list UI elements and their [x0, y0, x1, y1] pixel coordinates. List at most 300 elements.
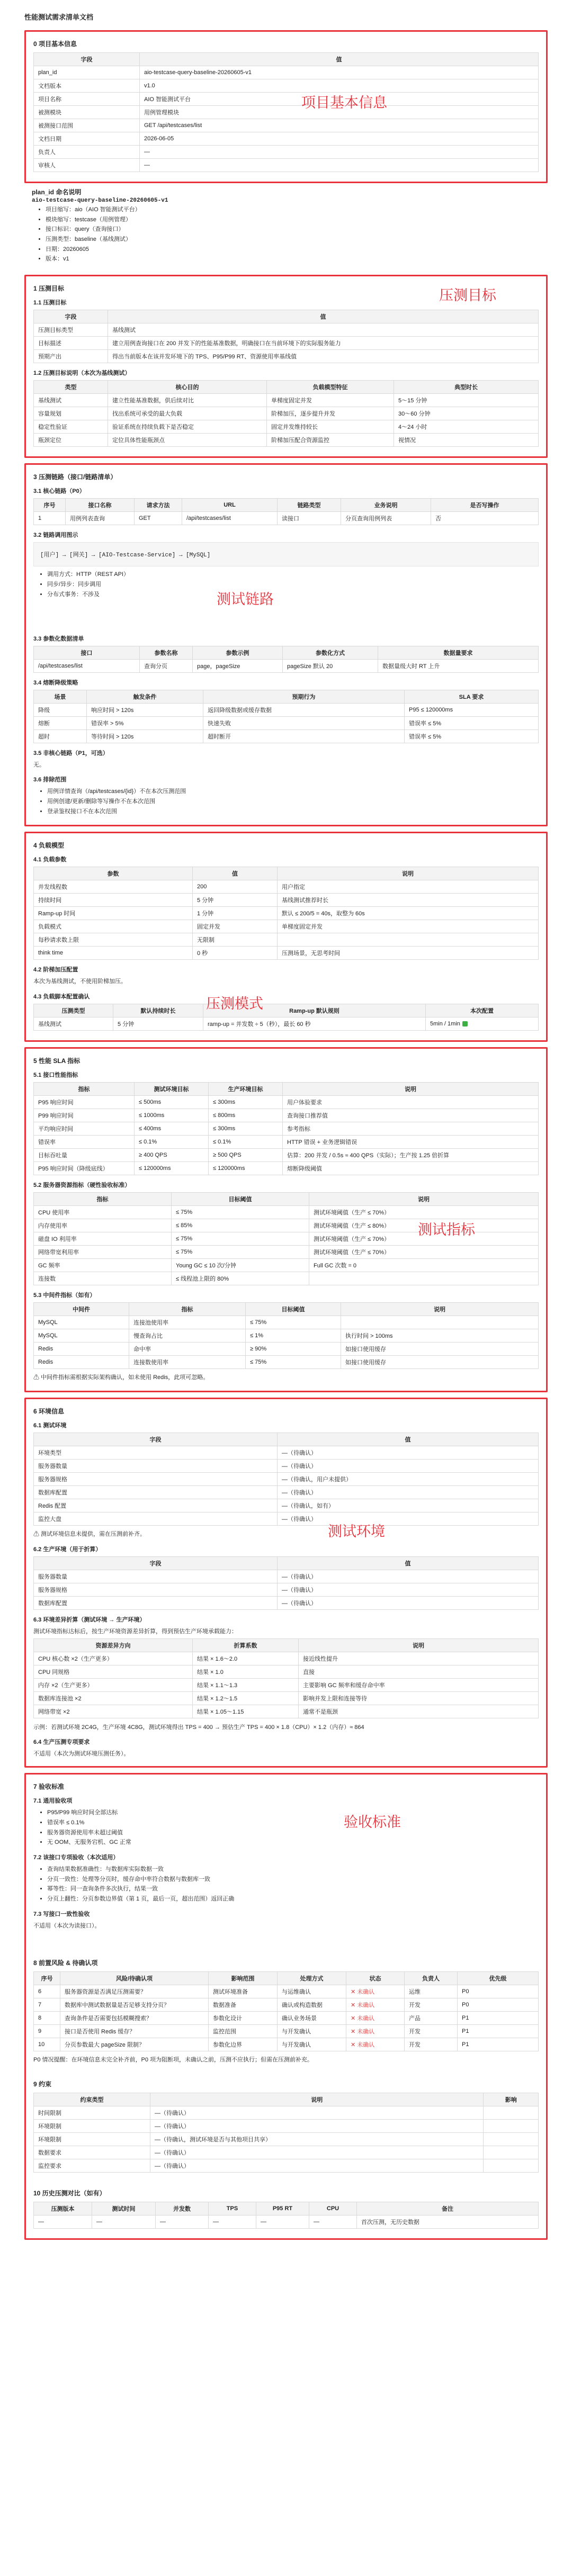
table-header-cell: 值	[140, 53, 539, 66]
table-cell: 测试环境准备	[209, 1985, 278, 1998]
heading-chain: 3 压测链路（接口/链路清单）	[33, 473, 117, 481]
table-header-cell: 参数化方式	[283, 646, 378, 660]
table-header-cell: 说明	[278, 867, 539, 880]
table-cell: 预期产出	[34, 350, 108, 363]
table-cell	[484, 2106, 539, 2120]
table-cell: Young GC ≤ 10 次/分钟	[172, 1258, 309, 1272]
table-cell: P99 响应时间	[34, 1109, 135, 1122]
annotation-chain: 测试链路	[217, 591, 274, 608]
write-accept-text: 不适用（本次为读接口）。	[33, 1922, 101, 1929]
subheading-special-accept: 7.2 该接口专项验收（本次适用）	[33, 1854, 119, 1861]
table-header-cell: 字段	[34, 1556, 278, 1570]
load-params-table	[33, 867, 539, 960]
subheading-target-desc: 1.2 压测目标说明（本次为基线测试）	[33, 370, 131, 377]
table-cell: 30～60 分钟	[394, 407, 539, 420]
core-chain-table	[33, 498, 539, 525]
table-header-cell: 负载模型特征	[267, 381, 394, 394]
table-cell: —（待确认）	[150, 2159, 484, 2173]
table-cell: —（待确认，测试环境是否与其他项目共享）	[150, 2133, 484, 2146]
table-cell: 分页查询用例列表	[341, 512, 431, 525]
annotation-basic-info: 项目基本信息	[301, 95, 387, 111]
list-item: • 版本：v1	[46, 254, 540, 264]
heading-risks: 8 前置风险 & 待确认项	[33, 1959, 98, 1967]
table-cell: 内存 ×2（生产更多）	[34, 1678, 193, 1691]
table-cell: 如接口使用缓存	[341, 1355, 539, 1368]
table-cell: P1	[458, 2011, 539, 2024]
risks-note: P0 情况提醒：在环境信息未完全补齐前，P0 项为阻断项，未确认之前，压测不应执行；但需在压测前补充。	[33, 2056, 314, 2063]
table-cell: 确认业务场景	[278, 2011, 346, 2024]
table-cell: ≤ 75%	[246, 1355, 341, 1368]
table-header-cell: 值	[278, 1556, 539, 1570]
table-cell: 连接数	[34, 1272, 172, 1285]
table-cell	[278, 933, 539, 947]
table-cell: —（待确认）	[150, 2106, 484, 2120]
table-cell: —	[92, 2215, 156, 2229]
table-header-cell: 值	[193, 867, 278, 880]
table-cell: —	[256, 2215, 309, 2229]
table-cell: CPU 使用率	[34, 1205, 172, 1219]
table-cell: —（待确认）	[150, 2120, 484, 2133]
table-cell: 结果 × 1.0	[193, 1665, 299, 1678]
subheading-params: 3.3 参数化数据清单	[33, 636, 84, 643]
table-cell: ≤ 300ms	[209, 1122, 283, 1135]
table-cell: HTTP 错误 + 业务逻辑错误	[283, 1135, 539, 1148]
table-row	[34, 1691, 539, 1705]
table-header-cell: 测试环境目标	[135, 1082, 209, 1095]
table-cell: ≤ 300ms	[209, 1095, 283, 1109]
table-cell: 用户体验要求	[283, 1095, 539, 1109]
table-header-cell: P95 RT	[256, 2202, 309, 2215]
table-cell: 超时	[34, 730, 87, 743]
subheading-conversion: 6.3 环境差异折算（测试环境 → 生产环境）	[33, 1616, 146, 1623]
conversion-text: 测试环境指标达标后，按生产环境资源差异折算，得到预估生产环境承载能力：	[33, 1628, 237, 1635]
table-cell	[309, 1272, 539, 1285]
table-header-cell: 备注	[357, 2202, 539, 2215]
table-row	[34, 2146, 539, 2159]
table-cell: 首次压测，无历史数据	[357, 2215, 539, 2229]
subheading-stairs: 4.2 阶梯加压配置	[33, 967, 78, 974]
section-basic-info	[24, 30, 548, 183]
table-cell: 查询分页	[140, 660, 193, 673]
subheading-noncore: 3.5 非核心链路（P1，可选）	[33, 750, 109, 757]
table-row	[34, 660, 539, 673]
table-row	[34, 1245, 539, 1258]
table-cell: 环境限制	[34, 2120, 150, 2133]
table-cell: 时间限制	[34, 2106, 150, 2120]
table-cell: 基线测试	[34, 1017, 113, 1030]
table-row	[34, 1583, 539, 1596]
table-row	[34, 717, 539, 730]
table-cell: 容量规划	[34, 407, 108, 420]
table-row	[34, 337, 539, 350]
table-header-cell: 值	[108, 310, 539, 323]
table-cell: 2026-06-05	[140, 132, 539, 146]
section-env	[24, 1398, 548, 1768]
table-header-cell: 典型时长	[394, 381, 539, 394]
table-cell: ✕ 未确认	[346, 1985, 405, 1998]
table-header-cell: 目标阈值	[246, 1302, 341, 1316]
table-header-cell: 本次配置	[426, 1004, 539, 1017]
list-item: • 幂等性：同一查询条件多次执行，结果一致	[47, 1884, 539, 1894]
annotation-acceptance: 验收标准	[344, 1814, 401, 1831]
table-cell: 无限制	[193, 933, 278, 947]
table-cell: 开发	[405, 2024, 458, 2038]
table-header-cell: Ramp-up 默认规则	[203, 1004, 426, 1017]
section-acceptance	[24, 1773, 548, 2240]
table-header-cell: 链路类型	[278, 499, 341, 512]
table-row	[34, 159, 539, 172]
heading-basic-info: 0 项目基本信息	[33, 40, 77, 48]
table-cell: P0	[458, 1985, 539, 1998]
table-cell: ≤ 400ms	[135, 1122, 209, 1135]
table-cell: P0	[458, 1998, 539, 2011]
list-item: • 服务器资源使用率未超过阈值	[47, 1828, 539, 1838]
exclude-list	[47, 787, 539, 816]
special-accept-list	[47, 1865, 539, 1904]
table-row	[34, 1596, 539, 1609]
heading-sla: 5 性能 SLA 指标	[33, 1057, 81, 1065]
flow-list	[47, 570, 539, 599]
table-header-cell: 业务说明	[341, 499, 431, 512]
table-row	[34, 1486, 539, 1499]
table-cell: 用例管理模块	[140, 106, 539, 119]
table-cell: ≤ 75%	[246, 1316, 341, 1329]
table-cell: 响应时间 > 120s	[87, 704, 203, 717]
table-row	[34, 2011, 539, 2024]
table-cell: 0 秒	[193, 947, 278, 960]
table-row	[34, 1985, 539, 1998]
table-cell: 测试环境阈值（生产 ≤ 70%）	[309, 1205, 539, 1219]
table-cell: 阶梯加压，逐步提升并发	[267, 407, 394, 420]
table-row	[34, 1095, 539, 1109]
list-item: • 查询结果数据准确性：与数据库实际数据一致	[47, 1865, 539, 1875]
table-header-cell: 指标	[129, 1302, 246, 1316]
table-cell: P95 ≤ 120000ms	[405, 704, 539, 717]
subheading-target: 1.1 压测目标	[33, 300, 67, 307]
circuit-table	[33, 690, 539, 743]
table-cell: —	[309, 2215, 357, 2229]
table-cell: 网络带宽 ×2	[34, 1705, 193, 1718]
table-header-cell: 目标阈值	[172, 1192, 309, 1205]
table-cell: 测试环境阈值（生产 ≤ 70%）	[309, 1245, 539, 1258]
table-cell: 审核人	[34, 159, 140, 172]
heading-constraints: 9 约束	[33, 2080, 52, 2088]
section-chain	[24, 463, 548, 826]
table-header-cell: 接口	[34, 646, 140, 660]
table-row	[34, 1355, 539, 1368]
table-row	[34, 2106, 539, 2120]
table-cell: think time	[34, 947, 193, 960]
table-cell: 数据要求	[34, 2146, 150, 2159]
table-cell: —（待确认）	[278, 1460, 539, 1473]
table-cell: —（待确认，用户未提供）	[278, 1473, 539, 1486]
table-header-cell: 类型	[34, 381, 108, 394]
table-cell: 数据库配置	[34, 1596, 278, 1609]
table-cell: 降级	[34, 704, 87, 717]
middleware-note: ⚠ 中间件指标需根据实际架构确认，如未使用 Redis，此项可忽略。	[33, 1374, 209, 1381]
table-cell: —	[209, 2215, 256, 2229]
heading-env: 6 环境信息	[33, 1408, 65, 1416]
table-cell: 瓶颈定位	[34, 434, 108, 447]
table-cell: 结果 × 1.1～1.3	[193, 1678, 299, 1691]
table-row	[34, 434, 539, 447]
table-cell	[484, 2146, 539, 2159]
table-cell: Redis 配置	[34, 1499, 278, 1512]
table-cell: ≤ 75%	[172, 1232, 309, 1245]
table-cell: 负责人	[34, 146, 140, 159]
table-cell: 等待时间 > 120s	[87, 730, 203, 743]
table-row	[34, 1135, 539, 1148]
test-env-table	[33, 1433, 539, 1526]
table-cell: 与运维确认	[278, 1985, 346, 1998]
table-cell: v1.0	[140, 79, 539, 93]
list-item: • P95/P99 响应时间全部达标	[47, 1808, 539, 1818]
table-cell	[484, 2159, 539, 2173]
table-cell: 执行时间 > 100ms	[341, 1329, 539, 1342]
table-cell: P95 响应时间（降级底线）	[34, 1161, 135, 1175]
table-cell: 基线测试推荐时长	[278, 894, 539, 907]
table-cell: 数据库连接池 ×2	[34, 1691, 193, 1705]
table-header-cell: 接口名称	[66, 499, 135, 512]
subheading-middleware: 5.3 中间件指标（如有）	[33, 1292, 96, 1299]
table-cell: Full GC 次数 = 0	[309, 1258, 539, 1272]
resources-table	[33, 1192, 539, 1285]
heading-planid: plan_id 命名说明	[32, 188, 82, 196]
table-cell: ≤ 120000ms	[135, 1161, 209, 1175]
table-cell: ✕ 未确认	[346, 2024, 405, 2038]
table-cell: 连接数使用率	[129, 1355, 246, 1368]
params-table	[33, 646, 539, 673]
table-cell: 与开发确认	[278, 2024, 346, 2038]
table-header-cell: 生产环境目标	[209, 1082, 283, 1095]
table-cell: 错误率	[34, 1135, 135, 1148]
list-item: • 日期：20260605	[46, 245, 540, 255]
table-row	[34, 1017, 539, 1030]
table-cell: 结果 × 1.2～1.5	[193, 1691, 299, 1705]
table-cell: ≥ 90%	[246, 1342, 341, 1355]
table-row	[34, 1109, 539, 1122]
middleware-table	[33, 1302, 539, 1369]
section-target	[24, 275, 548, 458]
table-cell: 200	[193, 880, 278, 894]
table-cell: 建立用例查询接口在 200 并发下的性能基准数据，明确接口在当前环境下的实际服务能力	[108, 337, 539, 350]
table-row	[34, 2038, 539, 2051]
table-cell: 数据库中测试数据量是否足够支持分页？	[60, 1998, 209, 2011]
table-cell: —	[156, 2215, 209, 2229]
table-row	[34, 323, 539, 337]
table-row	[34, 1316, 539, 1329]
table-cell: 数据量级大时 RT 上升	[378, 660, 539, 673]
table-cell: 数据准备	[209, 1998, 278, 2011]
table-header-cell: 优先级	[458, 1971, 539, 1985]
risks-table	[33, 1971, 539, 2051]
table-header-cell: 测试时间	[92, 2202, 156, 2215]
table-cell: 建立性能基准数据，供后续对比	[108, 394, 267, 407]
table-row	[34, 730, 539, 743]
table-cell: 内存使用率	[34, 1219, 172, 1232]
table-header-cell: 值	[278, 1433, 539, 1446]
table-cell: 每秒请求数上限	[34, 933, 193, 947]
table-header-cell: 序号	[34, 1971, 60, 1985]
table-cell: 确认或构造数据	[278, 1998, 346, 2011]
table-cell: 固定并发	[193, 920, 278, 933]
table-row	[34, 66, 539, 79]
table-cell: 压测场景，无思考时间	[278, 947, 539, 960]
table-cell: 连接池使用率	[129, 1316, 246, 1329]
table-cell: 服务器数量	[34, 1570, 278, 1583]
table-cell: 阶梯加压配合资源监控	[267, 434, 394, 447]
table-cell: 通常不是瓶颈	[299, 1705, 539, 1718]
table-cell: CPU 同规格	[34, 1665, 193, 1678]
table-cell: 开发	[405, 2038, 458, 2051]
table-row	[34, 1342, 539, 1355]
table-header-cell: TPS	[209, 2202, 256, 2215]
subheading-flow: 3.2 链路调用图示	[33, 532, 78, 539]
table-header-cell: URL	[182, 499, 278, 512]
table-cell: 命中率	[129, 1342, 246, 1355]
prod-env-table	[33, 1556, 539, 1610]
list-item: • 用例详情查询（/api/testcases/{id}）不在本次压测范围	[47, 787, 539, 797]
table-cell: 监控大盘	[34, 1512, 278, 1526]
table-cell: 运维	[405, 1985, 458, 1998]
table-header-cell: SLA 要求	[405, 690, 539, 704]
table-cell: 4～24 小时	[394, 420, 539, 434]
table-cell: 服务器资源是否满足压测需要？	[60, 1985, 209, 1998]
table-header-cell: 风险/待确认项	[60, 1971, 209, 1985]
annotation-mode: 压测模式	[206, 996, 263, 1012]
table-cell: 错误率 ≤ 5%	[405, 730, 539, 743]
table-cell: —（待确认，如有）	[278, 1499, 539, 1512]
table-cell: Redis	[34, 1342, 129, 1355]
table-row	[34, 933, 539, 947]
table-row	[34, 1570, 539, 1583]
table-cell: ≤ 800ms	[209, 1109, 283, 1122]
table-header-cell: 说明	[299, 1638, 539, 1652]
table-header-cell: 请求方法	[135, 499, 182, 512]
basic-info-table	[33, 52, 539, 172]
table-cell: 测试环境阈值（生产 ≤ 80%）	[309, 1219, 539, 1232]
table-row	[34, 420, 539, 434]
table-cell: 影响并发上限和连接等待	[299, 1691, 539, 1705]
annotation-env: 测试环境	[328, 1524, 385, 1540]
list-item: • 分页一致性：处理等分页时，缓存命中率符合数据与数据库一致	[47, 1875, 539, 1885]
table-cell: ✕ 未确认	[346, 2011, 405, 2024]
table-row	[34, 132, 539, 146]
table-row	[34, 106, 539, 119]
subheading-prod-req: 6.4 生产压测专项要求	[33, 1739, 90, 1745]
target-table	[33, 310, 539, 363]
table-row	[34, 1258, 539, 1272]
table-cell: —（待确认）	[278, 1446, 539, 1460]
table-row	[34, 1499, 539, 1512]
table-cell: 视情况	[394, 434, 539, 447]
table-cell: 直接	[299, 1665, 539, 1678]
table-header-cell: 场景	[34, 690, 87, 704]
table-row	[34, 1205, 539, 1219]
table-row	[34, 2159, 539, 2173]
table-header-cell: 指标	[34, 1192, 172, 1205]
table-header-cell: 字段	[34, 1433, 278, 1446]
table-cell: aio-testcase-query-baseline-20260605-v1	[140, 66, 539, 79]
table-header-cell: 预期行为	[203, 690, 405, 704]
table-cell: 找出系统可承受的最大负载	[108, 407, 267, 420]
table-row	[34, 1460, 539, 1473]
table-header-cell: CPU	[309, 2202, 357, 2215]
conversion-example: 示例：若测试环境 2C4G，生产环境 4C8G，测试环境得出 TPS = 400 → 预估生产 TPS = 400 × 1.8（CPU）× 1.2（内存）≈ 864	[33, 1724, 364, 1731]
table-cell: —	[140, 146, 539, 159]
table-cell: 参数化边界	[209, 2038, 278, 2051]
table-cell: 服务器规格	[34, 1473, 278, 1486]
table-row	[34, 880, 539, 894]
table-cell: 用例列表查询	[66, 512, 135, 525]
table-header-cell: 触发条件	[87, 690, 203, 704]
table-cell: —（待确认）	[278, 1570, 539, 1583]
table-cell: 分页参数最大 pageSize 限制？	[60, 2038, 209, 2051]
table-row	[34, 920, 539, 933]
table-cell: —（待确认）	[278, 1486, 539, 1499]
table-header-cell: 说明	[150, 2093, 484, 2106]
table-header-cell: 说明	[283, 1082, 539, 1095]
conversion-table	[33, 1638, 539, 1718]
prod-req-text: 不适用（本次为测试环境压测任务）。	[33, 1751, 130, 1757]
table-cell: /api/testcases/list	[182, 512, 278, 525]
table-row	[34, 1705, 539, 1718]
table-cell: ≤ 85%	[172, 1219, 309, 1232]
table-cell: 返回降级数据或缓存数据	[203, 704, 405, 717]
table-header-cell: 压测类型	[34, 1004, 113, 1017]
table-cell: 10	[34, 2038, 60, 2051]
table-cell: 1	[34, 512, 66, 525]
table-row	[34, 947, 539, 960]
table-cell: 如接口使用缓存	[341, 1342, 539, 1355]
table-header-cell: 序号	[34, 499, 66, 512]
table-cell: 超时断开	[203, 730, 405, 743]
table-cell: 磁盘 IO 利用率	[34, 1232, 172, 1245]
table-header-cell: 负责人	[405, 1971, 458, 1985]
table-cell: 验证系统在持续负载下是否稳定	[108, 420, 267, 434]
table-cell: 环境限制	[34, 2133, 150, 2146]
list-item: • 分页上翻性：分页参数边界值（第 1 页，最后一页，超出范围）返回正确	[47, 1894, 539, 1904]
table-cell: 开发	[405, 1998, 458, 2011]
list-item: • 无 OOM、无服务宕机、GC 正常	[47, 1838, 539, 1848]
table-cell: 5 分钟	[193, 894, 278, 907]
table-cell: ✕ 未确认	[346, 1998, 405, 2011]
table-cell: —（待确认）	[278, 1596, 539, 1609]
table-row	[34, 894, 539, 907]
table-row	[34, 704, 539, 717]
table-cell: 得出当前版本在该并发环境下的 TPS、P95/P99 RT、资源使用率基线值	[108, 350, 539, 363]
list-item: • 同步/异步：同步调用	[47, 580, 539, 590]
flow-diagram-code: [用户] → [网关] → [AIO-Testcase-Service] → [MySQL]	[33, 542, 539, 566]
table-row	[34, 407, 539, 420]
table-header-cell: 影响	[484, 2093, 539, 2106]
table-header-cell: 约束类型	[34, 2093, 150, 2106]
table-cell: 与开发确认	[278, 2038, 346, 2051]
table-row	[34, 1665, 539, 1678]
table-cell: ≤ 500ms	[135, 1095, 209, 1109]
table-cell: 项目名称	[34, 93, 140, 106]
table-cell: ≤ 75%	[172, 1205, 309, 1219]
table-cell: 压测目标类型	[34, 323, 108, 337]
table-cell: P95 响应时间	[34, 1095, 135, 1109]
table-cell: 服务器规格	[34, 1583, 278, 1596]
table-row	[34, 1652, 539, 1665]
table-row	[34, 394, 539, 407]
heading-acceptance: 7 验收标准	[33, 1783, 65, 1791]
table-cell: —（待确认）	[150, 2146, 484, 2159]
subheading-resources: 5.2 服务器资源指标（硬性验收标准）	[33, 1182, 131, 1188]
table-cell: 环境类型	[34, 1446, 278, 1460]
